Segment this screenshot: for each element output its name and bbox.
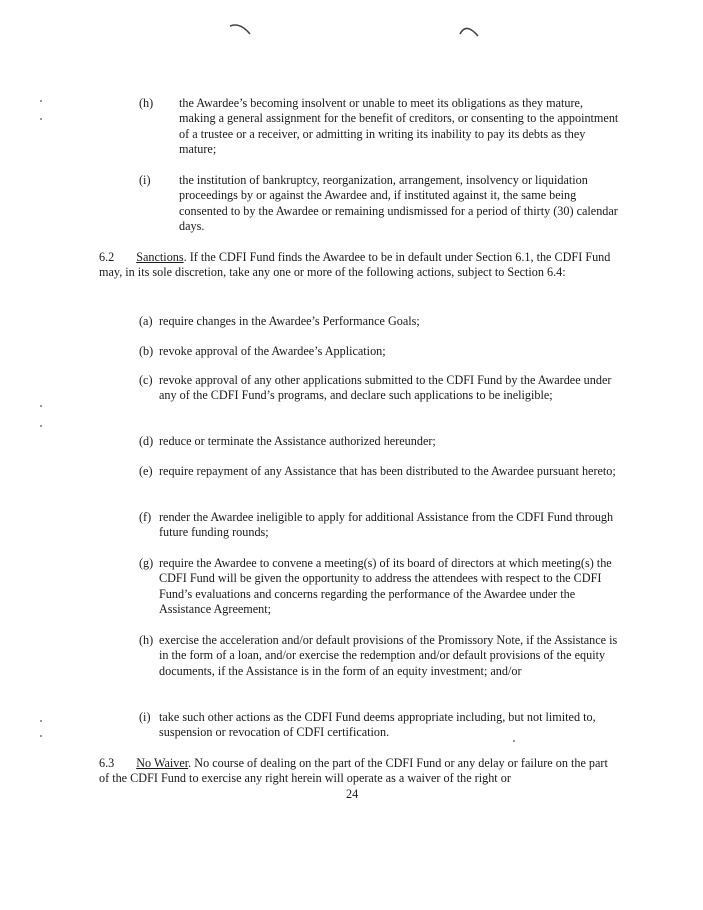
sanction-label: (i) [139,710,151,724]
section-body: . No course of dealing on the part of the CDFI Fund or any delay or failure on the part of the CDFI Fund to exercise any right herein will operate as a waiver of the right or [99,756,608,786]
scan-speck [40,425,42,427]
section-number: 6.2 [99,250,115,264]
sanction-label: (f) [139,510,152,524]
clause-label: (h) [139,96,154,110]
section-body: . If the CDFI Fund finds the Awardee to be in default under Section 6.1, the CDFI Fund may, in its sole discretion, take any one or more of the following actions, subject to Section 6.4: [99,250,611,280]
section-heading: Sanctions [136,250,184,264]
sanction-text: take such other actions as the CDFI Fund deems appropriate including, but not limited to, suspension or revocation of CDFI certification. [159,710,596,740]
sanction-text: revoke approval of the Awardee’s Application; [159,344,386,358]
sanction-text: require the Awardee to convene a meeting(s) of its board of directors at which meeting(s) the CDFI Fund will be given the opportunity to address the attendees with respect to the CDFI Fund’s evaluations and concerns regarding the performance of the Awardee under the Assistance Agreement; [159,556,612,616]
sanction-text: require changes in the Awardee’s Performance Goals; [159,314,420,328]
clause-label: (i) [139,173,151,187]
binding-mark-right [456,20,482,40]
scan-speck [40,118,42,120]
sanction-text: require repayment of any Assistance that has been distributed to the Awardee pursuant hereto; [159,464,616,478]
scan-speck [40,720,42,722]
page-number: 24 [346,787,359,801]
sanction-label: (a) [139,314,153,328]
section-heading: No Waiver [136,756,189,770]
clause-text: the institution of bankruptcy, reorganization, arrangement, insolvency or liquidation proceedings by or against the Awardee and, if instituted against it, the same being consented to by the Awardee or remaining undismissed for a period of thirty (30) calendar days. [179,173,618,233]
sanction-text: revoke approval of any other applications submitted to the CDFI Fund by the Awardee under any of the CDFI Fund’s programs, and declare such applications to be ineligible; [159,373,612,403]
section-6-3-paragraph [99,756,619,787]
sanction-text: exercise the acceleration and/or default provisions of the Promissory Note, if the Assistance is in the form of a loan, and/or exercise the redemption and/or default provisions of the equity documents, if the Assistance is in the form of an equity investment; and/or [159,633,618,678]
section-number: 6.3 [99,756,115,770]
sanction-label: (c) [139,373,153,387]
clause-text: the Awardee’s becoming insolvent or unable to meet its obligations as they mature, making a general assignment for the benefit of creditors, or consenting to the appointment of a trustee or a receiver, or admitting in writing its inability to pay its debts as they mature; [179,96,619,156]
scan-speck [40,100,42,102]
sanction-label: (h) [139,633,154,647]
sanction-label: (b) [139,344,154,358]
sanction-label: (d) [139,434,154,448]
section-6-2-paragraph [99,250,615,281]
scan-speck [40,405,42,407]
sanction-label: (e) [139,464,153,478]
sanction-text: render the Awardee ineligible to apply for additional Assistance from the CDFI Fund through future funding rounds; [159,510,614,540]
sanction-text: reduce or terminate the Assistance authorized hereunder; [159,434,436,448]
scan-speck [40,735,42,737]
sanction-label: (g) [139,556,154,570]
binding-mark-left [228,20,254,36]
